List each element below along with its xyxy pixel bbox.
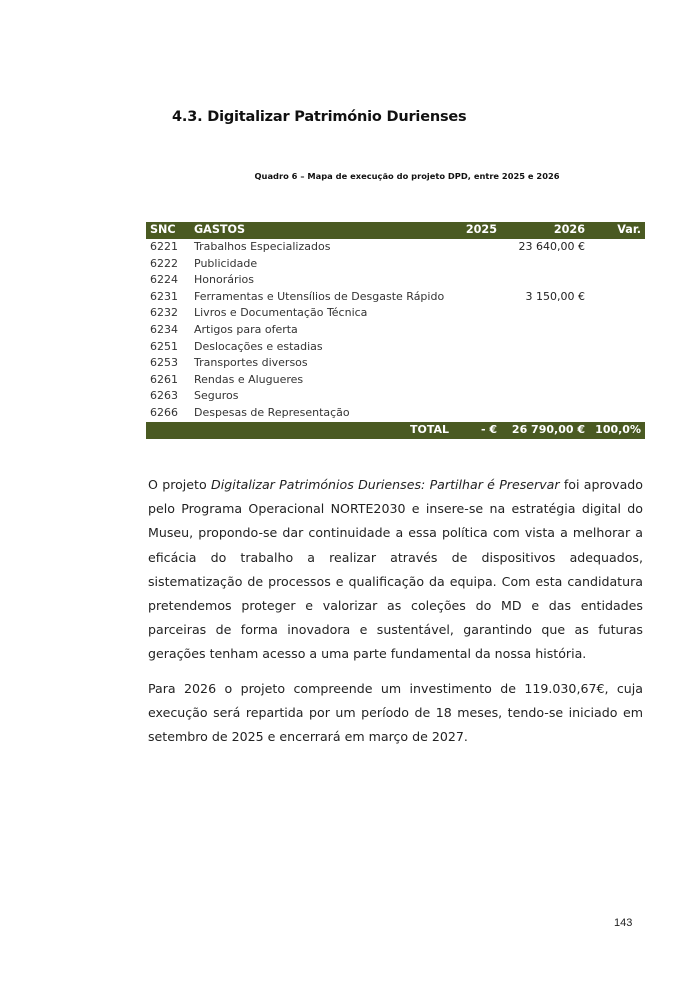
row-2025 [453, 339, 501, 356]
row-description: Artigos para oferta [194, 322, 298, 336]
table-row [146, 256, 645, 273]
row-snc: 6224 [150, 273, 178, 287]
header-gastos: GASTOS [194, 223, 246, 237]
p1-suffix: foi aprovado pelo Programa Operacional NORTE2030 e insere-se na estratégia digital do Museu, propondo-se dar continuidade a essa política com vista a melhorar a eficácia do trabalho a realizar através de dispositivos adequados, sistematização de processos e qualificação da equipa. Com esta candidatura pretendemos proteger e valorizar as coleções do MD e das entidades parceiras de forma inovadora e sustentável, garantindo que as futuras gerações tenham acesso a uma parte fundamental da nossa história. [148, 477, 643, 662]
row-2026 [501, 339, 589, 356]
row-2026 [501, 305, 589, 322]
row-var [589, 272, 645, 289]
row-var [589, 305, 645, 322]
table-row [146, 305, 645, 322]
row-description: Transportes diversos [194, 356, 308, 370]
p1-prefix: O projeto [148, 477, 211, 492]
total-label: TOTAL [409, 422, 449, 436]
row-description: Despesas de Representação [194, 405, 350, 419]
paragraph-project-description [148, 473, 643, 667]
total-2026: 26 790,00 € [511, 422, 585, 436]
row-snc: 6231 [150, 289, 178, 303]
row-description: Trabalhos Especializados [194, 240, 331, 253]
row-2026: 23 640,00 € [518, 240, 585, 253]
row-2025 [453, 372, 501, 389]
row-2025 [453, 405, 501, 422]
row-var [589, 388, 645, 405]
row-snc: 6234 [150, 322, 178, 336]
row-2025 [453, 305, 501, 322]
row-2025 [453, 239, 501, 256]
row-2025 [453, 322, 501, 339]
section-heading: 4.3. Digitalizar Património Durienses [172, 109, 467, 125]
page-number: 143 [614, 917, 633, 929]
row-2025 [453, 388, 501, 405]
row-description: Publicidade [194, 256, 258, 270]
row-var [589, 289, 645, 306]
row-2026 [501, 256, 589, 273]
table-row [146, 372, 645, 389]
execution-table [146, 222, 645, 439]
row-2026 [501, 372, 589, 389]
row-var [589, 239, 645, 256]
row-2025 [453, 289, 501, 306]
row-description: Honorários [194, 273, 255, 287]
table-row [146, 272, 645, 289]
row-var [589, 355, 645, 372]
row-var [589, 372, 645, 389]
row-var [589, 256, 645, 273]
row-var [589, 322, 645, 339]
header-var: Var. [617, 223, 641, 237]
row-snc: 6251 [150, 339, 178, 353]
row-description: Deslocações e estadias [194, 339, 323, 353]
row-snc: 6253 [150, 356, 178, 370]
row-snc: 6232 [150, 306, 178, 320]
table-row [146, 239, 645, 256]
row-description: Ferramentas e Utensílios de Desgaste Rápido [194, 289, 445, 303]
row-2026: 3 150,00 € [525, 289, 585, 303]
table-row [146, 355, 645, 372]
table-row [146, 388, 645, 405]
row-2026 [501, 355, 589, 372]
table-caption: Quadro 6 – Mapa de execução do projeto DPD, entre 2025 e 2026 [254, 171, 560, 181]
row-2026 [501, 388, 589, 405]
header-snc: SNC [150, 223, 176, 237]
total-var: 100,0% [595, 422, 641, 436]
table-row [146, 405, 645, 422]
row-snc: 6261 [150, 372, 178, 386]
row-var [589, 405, 645, 422]
project-title: Digitalizar Patrimónios Durienses: Partilhar é Preservar [211, 477, 560, 492]
row-snc: 6222 [150, 256, 178, 270]
header-2025: 2025 [465, 223, 497, 237]
table-row [146, 339, 645, 356]
row-2025 [453, 272, 501, 289]
table-body [146, 239, 645, 422]
paragraph-investment: Para 2026 o projeto compreende um investimento de 119.030,67€, cuja execução será repartida por um período de 18 meses, tendo-se iniciado em setembro de 2025 e encerrará em março de 2027. [148, 681, 643, 745]
row-2026 [501, 272, 589, 289]
table-row [146, 289, 645, 306]
row-snc: 6266 [150, 405, 178, 419]
row-2026 [501, 322, 589, 339]
table-header-row [146, 222, 645, 239]
table-row [146, 322, 645, 339]
row-snc: 6221 [150, 240, 178, 253]
header-2026: 2026 [553, 223, 585, 237]
row-var [589, 339, 645, 356]
row-description: Seguros [194, 389, 239, 403]
table-total-row [146, 422, 645, 440]
row-2026 [501, 405, 589, 422]
row-2025 [453, 256, 501, 273]
row-description: Livros e Documentação Técnica [194, 306, 368, 320]
row-snc: 6263 [150, 389, 178, 403]
total-2025: - € [480, 422, 497, 436]
row-description: Rendas e Alugueres [194, 372, 304, 386]
row-2025 [453, 355, 501, 372]
